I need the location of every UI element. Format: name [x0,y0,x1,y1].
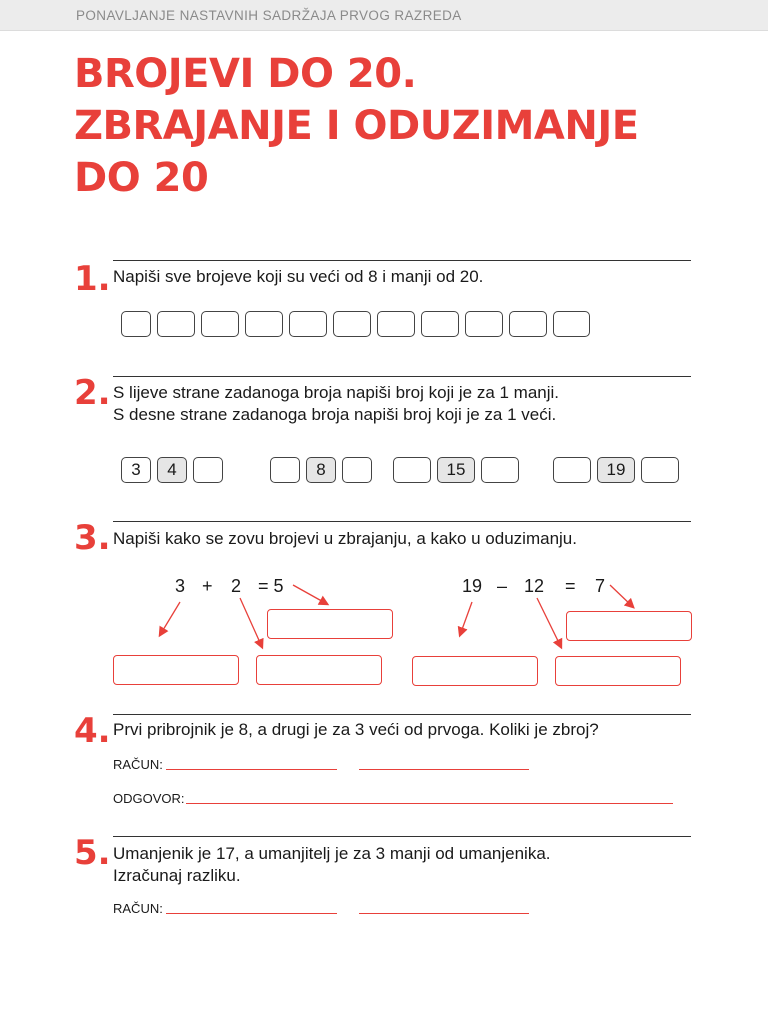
difference: 7 [595,576,606,596]
arrow-minuend [460,602,472,635]
task-5-text: Umanjenik je 17, a umanjitelj je za 3 manji od umanjenika. Izračunaj razliku. [113,844,551,885]
calc-line[interactable] [166,913,337,914]
calc-line[interactable] [359,769,529,770]
task-4-text: Prvi pribrojnik je 8, a drugi je za 3 veći od prvoga. Koliki je zbroj? [113,720,599,739]
answer-line[interactable] [186,803,673,804]
arrow-difference [610,585,633,607]
arrow-addend-1 [160,602,180,635]
calc-label: RAČUN: [113,901,163,916]
task-4-number: 4. [74,711,111,751]
arrow-sum [293,585,327,604]
given-number-box: 4 [157,457,187,483]
task-4-rule [113,714,691,715]
given-number-box: 19 [597,457,635,483]
title-line-1: BROJEVI DO 20. [74,51,417,97]
task-2-number: 2. [74,373,111,413]
arrow-subtrahend [537,598,561,647]
header-text: PONAVLJANJE NASTAVNIH SADRŽAJA PRVOG RAZREDA [76,8,462,23]
title-line-2: ZBRAJANJE I ODUZIMANJE [74,103,639,149]
calc-line[interactable] [359,913,529,914]
given-number-box: 15 [437,457,475,483]
task-3-text: Napiši kako se zovu brojevi u zbrajanju, a kako u oduzimanju. [113,529,577,548]
task-5-rule [113,836,691,837]
given-number-box: 8 [306,457,336,483]
calc-line[interactable] [166,769,337,770]
task-1-text: Napiši sve brojeve koji su veći od 8 i manji od 20. [113,267,484,286]
minus-sign: – [497,576,508,596]
calc-label: RAČUN: [113,757,163,772]
answer-label: ODGOVOR: [113,791,185,806]
minuend-name-field[interactable] [412,656,538,686]
task-5-number: 5. [74,833,111,873]
subtrahend: 12 [524,576,545,596]
minuend: 19 [462,576,483,596]
addend-1: 3 [175,576,186,596]
sum-name-field[interactable] [267,609,393,639]
title-line-3: DO 20 [74,155,209,201]
task-2-text: S lijeve strane zadanoga broja napiši broj koji je za 1 manji. S desne strane zadanoga broja napiši broj koji je za 1 veći. [113,383,560,424]
difference-name-field[interactable] [566,611,692,641]
subtrahend-name-field[interactable] [555,656,681,686]
task-1-number: 1. [74,259,111,299]
plus-sign: + [202,576,213,596]
addend-1-name-field[interactable] [113,655,239,685]
addend-2-name-field[interactable] [256,655,382,685]
task-3-number: 3. [74,518,111,558]
number-box: 3 [121,457,151,483]
equals-sign: = [565,576,576,596]
addend-2: 2 [231,576,242,596]
arrow-addend-2 [240,598,262,647]
sum-expression: = 5 [258,576,284,596]
